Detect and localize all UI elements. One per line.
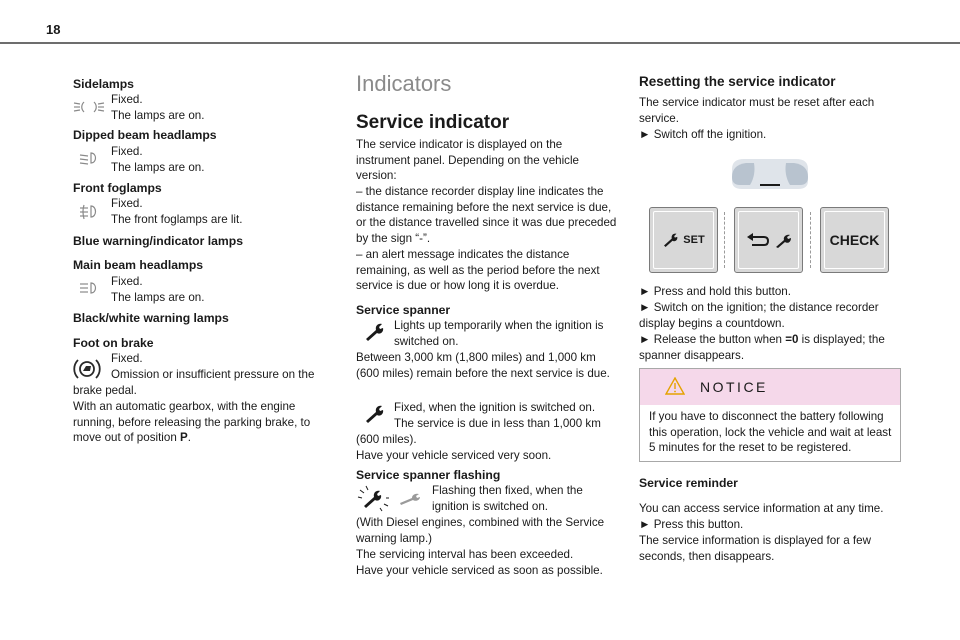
notice-label: NOTICE — [700, 379, 768, 395]
reset-step-ignition-off: ► Switch off the ignition. — [639, 128, 767, 141]
spanner-flashing-icon — [356, 484, 390, 517]
dipped-beam-icon — [79, 151, 101, 170]
return-spanner-icon — [746, 231, 792, 249]
spanner-fixed-line1: Fixed, when the ignition is switched on. — [394, 401, 596, 414]
spanner-fixed-line3: (600 miles). — [356, 433, 417, 446]
page-number: 18 — [46, 22, 61, 37]
spanner-icon — [662, 233, 680, 247]
dipped-line1: Fixed. — [111, 145, 143, 158]
notice-box — [639, 368, 901, 462]
check-button[interactable] — [820, 207, 889, 273]
warning-triangle-icon — [665, 377, 685, 395]
foot-brake-line3: brake pedal. — [73, 384, 137, 397]
set-button[interactable] — [649, 207, 718, 273]
black-white-lamps-heading: Black/white warning lamps — [73, 311, 229, 325]
sidelamps-icon — [73, 100, 105, 119]
instrument-cluster-illustration — [728, 155, 812, 198]
main-beam-title: Main beam headlamps — [73, 258, 204, 272]
step-press-hold: ► Press and hold this button. — [639, 285, 791, 298]
separator — [724, 212, 725, 268]
reset-paragraph: The service indicator must be reset after each service. — [639, 96, 875, 125]
foot-brake-line1: Fixed. — [111, 352, 143, 365]
reminder-paragraph2: The service information is displayed for a few seconds, then disappears. — [639, 534, 871, 563]
service-intro: The service indicator is displayed on the instrument panel. Depending on the vehicle version: — [356, 138, 580, 183]
check-label: CHECK — [829, 232, 880, 248]
foglamps-title: Front foglamps — [73, 181, 162, 195]
notice-text: If you have to disconnect the battery following this operation, lock the vehicle and wait at least 5 minutes for the reset to be registered. — [649, 410, 892, 455]
foot-brake-paragraph: With an automatic gearbox, with the engine running, before releasing the parking brake, to move out of position P. — [73, 400, 311, 445]
top-rule — [0, 42, 960, 44]
dipped-line2: The lamps are on. — [111, 161, 205, 174]
service-reminder-title: Service reminder — [639, 476, 738, 490]
flashing-line4: The servicing interval has been exceeded. — [356, 548, 574, 561]
foot-brake-line2: Omission or insufficient pressure on the — [111, 368, 315, 381]
foot-brake-title: Foot on brake — [73, 336, 154, 350]
spanner-fixed-line4: Have your vehicle serviced very soon. — [356, 449, 552, 462]
main-beam-line2: The lamps are on. — [111, 291, 205, 304]
spanner-grey-icon — [398, 492, 422, 511]
spanner-icon — [364, 323, 386, 346]
service-dash1: – the distance recorder display line indicates the distance remaining before the next service is due, or the distance travelled since it was due preceded by the sign “-”. — [356, 185, 617, 245]
spanner-line1: Lights up temporarily when the ignition is — [394, 319, 604, 332]
separator — [810, 212, 811, 268]
service-spanner-title: Service spanner — [356, 303, 451, 317]
set-label: SET — [683, 234, 705, 246]
spanner-paragraph: Between 3,000 km (1,800 miles) and 1,000 km (600 miles) remain before the next service is due. — [356, 351, 610, 380]
spanner-fixed-icon — [364, 405, 386, 428]
blue-lamps-heading: Blue warning/indicator lamps — [73, 234, 243, 248]
indicators-title: Indicators — [356, 71, 452, 96]
foglamps-line2: The front foglamps are lit. — [111, 213, 243, 226]
spanner-flashing-title: Service spanner flashing — [356, 468, 501, 482]
foglamps-line1: Fixed. — [111, 197, 143, 210]
reminder-step: ► Press this button. — [639, 518, 744, 531]
dipped-title: Dipped beam headlamps — [73, 128, 217, 142]
flashing-line1: Flashing then fixed, when the — [432, 484, 583, 497]
reset-title: Resetting the service indicator — [639, 74, 836, 89]
step-release: ► Release the button when =0 is displayed; the spanner disappears. — [639, 333, 885, 362]
sidelamps-title: Sidelamps — [73, 77, 134, 91]
service-dash2: – an alert message indicates the distance remaining, as well as the period before the next service is due or how long it is overdue. — [356, 248, 600, 293]
notice-header — [640, 369, 900, 405]
reminder-paragraph1: You can access service information at any time. — [639, 502, 884, 515]
flashing-line5: Have your vehicle serviced as soon as possible. — [356, 564, 603, 577]
flashing-line2: ignition is switched on. — [432, 500, 548, 513]
step-ignition-on: ► Switch on the ignition; the distance recorder display begins a countdown. — [639, 301, 879, 330]
sidelamps-line1: Fixed. — [111, 93, 143, 106]
sidelamps-line2: The lamps are on. — [111, 109, 205, 122]
reset-spanner-button[interactable] — [734, 207, 803, 273]
service-indicator-title: Service indicator — [356, 112, 510, 133]
flashing-line3: (With Diesel engines, combined with the Service warning lamp.) — [356, 516, 605, 545]
main-beam-line1: Fixed. — [111, 275, 143, 288]
spanner-line2: switched on. — [394, 335, 459, 348]
spanner-fixed-line2: The service is due in less than 1,000 km — [394, 417, 601, 430]
main-beam-icon — [79, 281, 101, 300]
front-foglamps-icon — [79, 204, 101, 225]
